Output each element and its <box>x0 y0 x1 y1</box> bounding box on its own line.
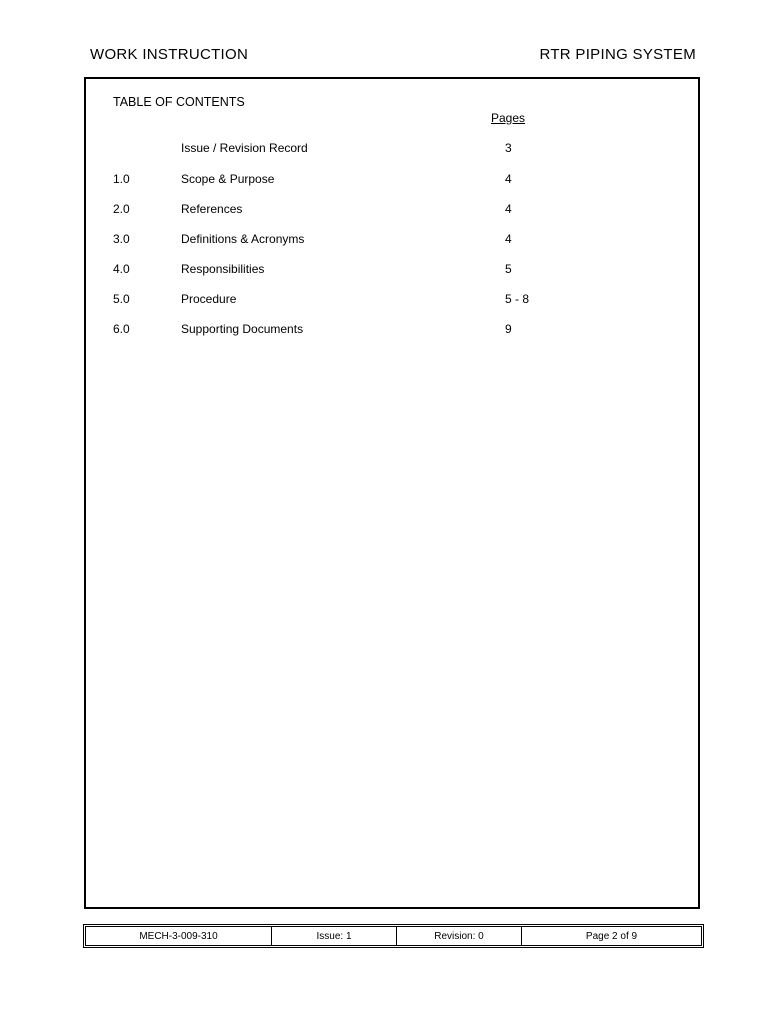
toc-row-number: 4.0 <box>113 262 130 276</box>
toc-row-number: 5.0 <box>113 292 130 306</box>
header-work-instruction: WORK INSTRUCTION <box>90 46 249 63</box>
toc-title: TABLE OF CONTENTS <box>113 95 245 109</box>
toc-row-title: Responsibilities <box>181 262 265 276</box>
footer-issue: Issue: 1 <box>272 927 397 945</box>
toc-row-title: Supporting Documents <box>181 322 304 336</box>
toc-row-title: Definitions & Acronyms <box>181 232 305 246</box>
toc-row-number: 6.0 <box>113 322 130 336</box>
toc-row <box>0 172 768 188</box>
footer-revision: Revision: 0 <box>397 927 522 945</box>
toc-row-number: 1.0 <box>113 172 130 186</box>
toc-row <box>0 292 768 308</box>
footer-doc-number: MECH-3-009-310 <box>86 927 272 945</box>
toc-row <box>0 141 768 157</box>
toc-row-title: Procedure <box>181 292 237 306</box>
toc-row-number: 2.0 <box>113 202 130 216</box>
toc-row-pages: 5 - 8 <box>505 292 530 306</box>
toc-pages-header: Pages <box>491 111 526 125</box>
header-document-title: RTR PIPING SYSTEM <box>539 46 696 63</box>
toc-row <box>0 322 768 338</box>
toc-row-pages: 4 <box>505 232 512 246</box>
toc-row <box>0 202 768 218</box>
toc-row <box>0 262 768 278</box>
toc-row-pages: 4 <box>505 202 512 216</box>
toc-row-title: Scope & Purpose <box>181 172 275 186</box>
toc-row-pages: 4 <box>505 172 512 186</box>
toc-row-pages: 9 <box>505 322 512 336</box>
toc-row-title: References <box>181 202 243 216</box>
toc-row-pages: 5 <box>505 262 512 276</box>
footer-page-number: Page 2 of 9 <box>585 930 638 942</box>
toc-row-title: Issue / Revision Record <box>181 141 308 155</box>
toc-row-number: 3.0 <box>113 232 130 246</box>
toc-row-pages: 3 <box>505 141 512 155</box>
footer-table <box>83 924 704 948</box>
toc-row <box>0 232 768 248</box>
